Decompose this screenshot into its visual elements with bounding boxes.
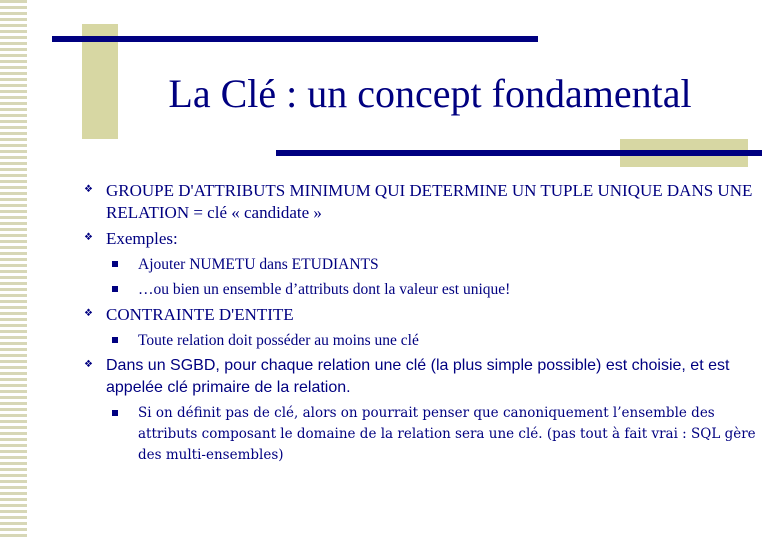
bullet-item-1 xyxy=(82,180,762,224)
diamond-bullet-icon: ❖ xyxy=(84,184,93,195)
title-bottom-rule xyxy=(276,150,762,156)
square-bullet-icon xyxy=(112,337,118,343)
slide-body xyxy=(82,180,762,470)
square-bullet-icon xyxy=(112,286,118,292)
diamond-bullet-icon: ❖ xyxy=(84,232,93,243)
sub-bullet-item-2-1 xyxy=(82,254,762,275)
square-bullet-icon xyxy=(112,410,118,416)
sub-bullet-item-3-1 xyxy=(82,330,762,351)
diamond-bullet-icon: ❖ xyxy=(84,359,93,370)
bullet-item-1-text: GROUPE D'ATTRIBUTS MINIMUM QUI DETERMINE UN TUPLE UNIQUE DANS UNE RELATION = clé « candidate » xyxy=(106,181,753,222)
bullet-item-3 xyxy=(82,304,762,326)
bullet-item-2-text: Exemples: xyxy=(106,229,178,248)
sub-bullet-item-2-2-text: …ou bien un ensemble d’attributs dont la valeur est unique! xyxy=(138,281,511,298)
slide-title: La Clé : un concept fondamental xyxy=(168,71,692,116)
square-bullet-icon xyxy=(112,261,118,267)
diamond-bullet-icon: ❖ xyxy=(84,308,93,319)
bullet-item-4 xyxy=(82,355,762,399)
title-top-rule xyxy=(52,36,538,42)
bullet-item-2 xyxy=(82,228,762,250)
sub-bullet-item-3-1-text: Toute relation doit posséder au moins une clé xyxy=(138,332,419,349)
bullet-item-3-text: CONTRAINTE D'ENTITE xyxy=(106,305,294,324)
side-stripe-decoration xyxy=(0,0,27,540)
sub-bullet-item-4-1 xyxy=(82,403,762,466)
bullet-item-4-text: Dans un SGBD, pour chaque relation une clé (la plus simple possible) est choisie, et est appelée clé primaire de la relation. xyxy=(106,357,730,396)
sub-bullet-item-4-1-text: Si on définit pas de clé, alors on pourrait penser que canoniquement l’ensemble des attributs composant le domaine de la relation sera une clé. (pas tout à fait vrai : SQL gère des multi-ensembles) xyxy=(138,405,756,463)
sub-bullet-item-2-1-text: Ajouter NUMETU dans ETUDIANTS xyxy=(138,256,379,273)
sub-bullet-item-2-2 xyxy=(82,279,762,300)
